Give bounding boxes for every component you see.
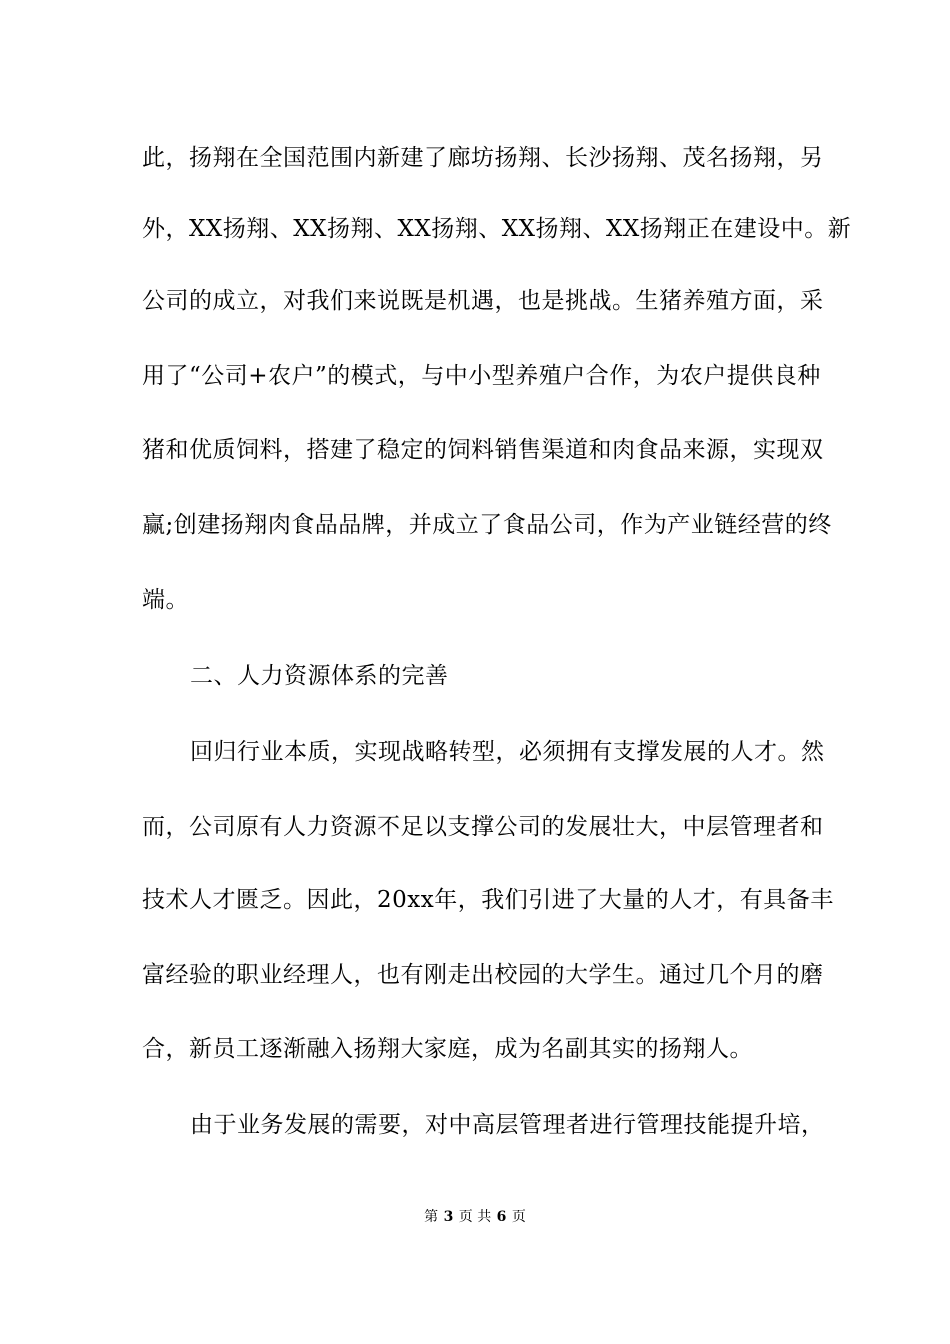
text-line: 外，XX扬翔、XX扬翔、XX扬翔、XX扬翔、XX扬翔正在建设中。新 bbox=[142, 216, 852, 242]
page-footer bbox=[0, 1208, 950, 1226]
text-line: 富经验的职业经理人，也有刚走出校园的大学生。通过几个月的磨 bbox=[142, 962, 824, 988]
text-line: 用了“公司+农户”的模式，与中小型养殖户合作，为农户提供良种 bbox=[142, 363, 821, 389]
text-line: 而，公司原有人力资源不足以支撑公司的发展壮大，中层管理者和 bbox=[142, 814, 824, 840]
current-page-number: 3 bbox=[443, 1209, 454, 1225]
footer-prefix: 第 bbox=[424, 1209, 439, 1225]
text-line: 技术人才匮乏。因此，20xx年，我们引进了大量的人才，有具备丰 bbox=[142, 887, 834, 913]
text-line: 合，新员工逐渐融入扬翔大家庭，成为名副其实的扬翔人。 bbox=[142, 1036, 753, 1062]
text-line: 由于业务发展的需要，对中高层管理者进行管理技能提升培， bbox=[190, 1112, 825, 1138]
section-heading: 二、人力资源体系的完善 bbox=[190, 663, 449, 689]
text-line: 回归行业本质，实现战略转型，必须拥有支撑发展的人才。然 bbox=[190, 739, 825, 765]
text-line: 猪和优质饲料，搭建了稳定的饲料销售渠道和肉食品来源，实现双 bbox=[142, 437, 824, 463]
footer-suffix: 页 bbox=[511, 1209, 526, 1225]
text-line: 公司的成立，对我们来说既是机遇，也是挑战。生猪养殖方面，采 bbox=[142, 288, 824, 314]
footer-middle: 页 共 bbox=[458, 1209, 492, 1225]
text-line: 端。 bbox=[142, 587, 189, 613]
text-line: 此，扬翔在全国范围内新建了廊坊扬翔、长沙扬翔、茂名扬翔，另 bbox=[142, 145, 824, 171]
text-line: 赢;创建扬翔肉食品品牌，并成立了食品公司，作为产业链经营的终 bbox=[142, 512, 832, 538]
total-page-count: 6 bbox=[496, 1209, 507, 1225]
